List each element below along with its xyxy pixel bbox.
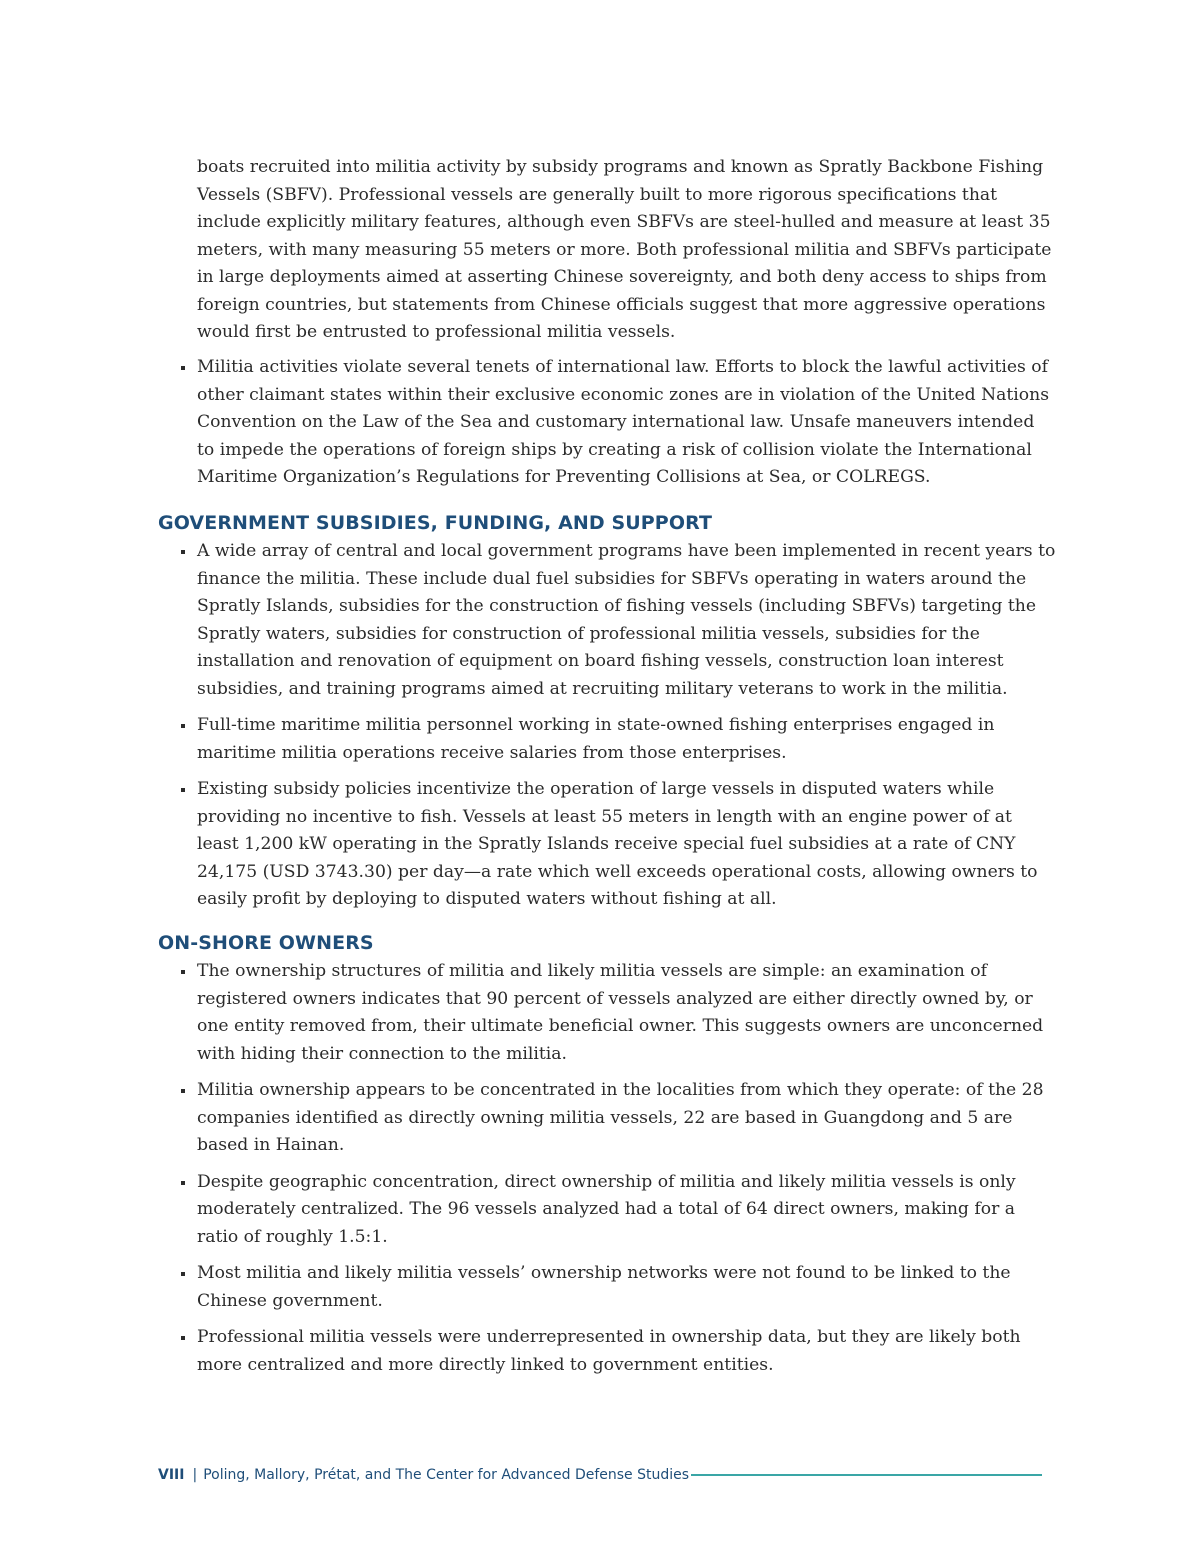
subsidies-bullet-list: [0, 538, 1200, 923]
bullet-item: A wide array of central and local government programs have been implemented in recent years to finance the militia. These include dual fuel subsidies for SBFVs operating in waters around the Spratly Islands, subsidies for the construction of fishing vessels (including SBFVs) targeting the Spratly waters, subsidies for construction of professional militia vessels, subsidies for the installation and renovation of equipment on board fishing vessels, construction loan interest subsidies, and training programs aimed at recruiting military veterans to work in the militia.: [197, 538, 1057, 703]
page-footer: [158, 1464, 1042, 1486]
owners-bullet-list: [0, 958, 1200, 1388]
bullet-item: Militia ownership appears to be concentrated in the localities from which they operate: of the 28 companies identified as directly owning militia vessels, 22 are based in Guangdong and 5 are based in Hainan.: [197, 1077, 1057, 1160]
section-heading-subsidies: GOVERNMENT SUBSIDIES, FUNDING, AND SUPPORT: [158, 512, 713, 534]
footer-separator: |: [192, 1467, 198, 1483]
bullet-item: The ownership structures of militia and likely militia vessels are simple: an examination of registered owners indicates that 90 percent of vessels analyzed are either directly owned by, or one entity removed from, their ultimate beneficial owner. This suggests owners are unconcerned with hiding their connection to the militia.: [197, 958, 1057, 1068]
bullet-item: Despite geographic concentration, direct ownership of militia and likely militia vessels is only moderately centralized. The 96 vessels analyzed had a total of 64 direct owners, making for a ratio of roughly 1.5:1.: [197, 1169, 1057, 1252]
bullet-item: Existing subsidy policies incentivize the operation of large vessels in disputed waters while providing no incentive to fish. Vessels at least 55 meters in length with an engine power of at least 1,200 kW operating in the Spratly Islands receive special fuel subsidies at a rate of CNY 24,175 (USD 3743.30) per day—a rate which well exceeds operational costs, allowing owners to easily profit by deploying to disputed waters without fishing at all.: [197, 776, 1057, 914]
continuation-paragraph: boats recruited into militia activity by subsidy programs and known as Spratly Backbone Fishing Vessels (SBFV). Professional vessels are generally built to more rigorous specifications that include explicitly military features, although even SBFVs are steel-hulled and measure at least 35 meters, with many measuring 55 meters or more. Both professional militia and SBFVs participate in large deployments aimed at asserting Chinese sovereignty, and both deny access to ships from foreign countries, but statements from Chinese officials suggest that more aggressive operations would first be entrusted to professional militia vessels.: [197, 157, 1052, 342]
bullet-item: Professional militia vessels were underrepresented in ownership data, but they are likely both more centralized and more directly linked to government entities.: [197, 1324, 1057, 1379]
intro-bullet-list: [0, 354, 1200, 501]
footer-authors: Poling, Mallory, Prétat, and The Center for Advanced Defense Studies: [203, 1467, 690, 1483]
footer-rule: [691, 1474, 1042, 1476]
bullet-item: Most militia and likely militia vessels’ ownership networks were not found to be linked to the Chinese government.: [197, 1260, 1057, 1315]
bullet-item: Militia activities violate several tenets of international law. Efforts to block the lawful activities of other claimant states within their exclusive economic zones are in violation of the United Nations Convention on the Law of the Sea and customary international law. Unsafe maneuvers intended to impede the operations of foreign ships by creating a risk of collision violate the International Maritime Organization’s Regulations for Preventing Collisions at Sea, or COLREGS.: [197, 354, 1057, 492]
section-heading-owners: ON-SHORE OWNERS: [158, 932, 374, 954]
page-number: VIII: [158, 1467, 185, 1483]
bullet-item: Full-time maritime militia personnel working in state-owned fishing enterprises engaged in maritime militia operations receive salaries from those enterprises.: [197, 712, 1057, 767]
